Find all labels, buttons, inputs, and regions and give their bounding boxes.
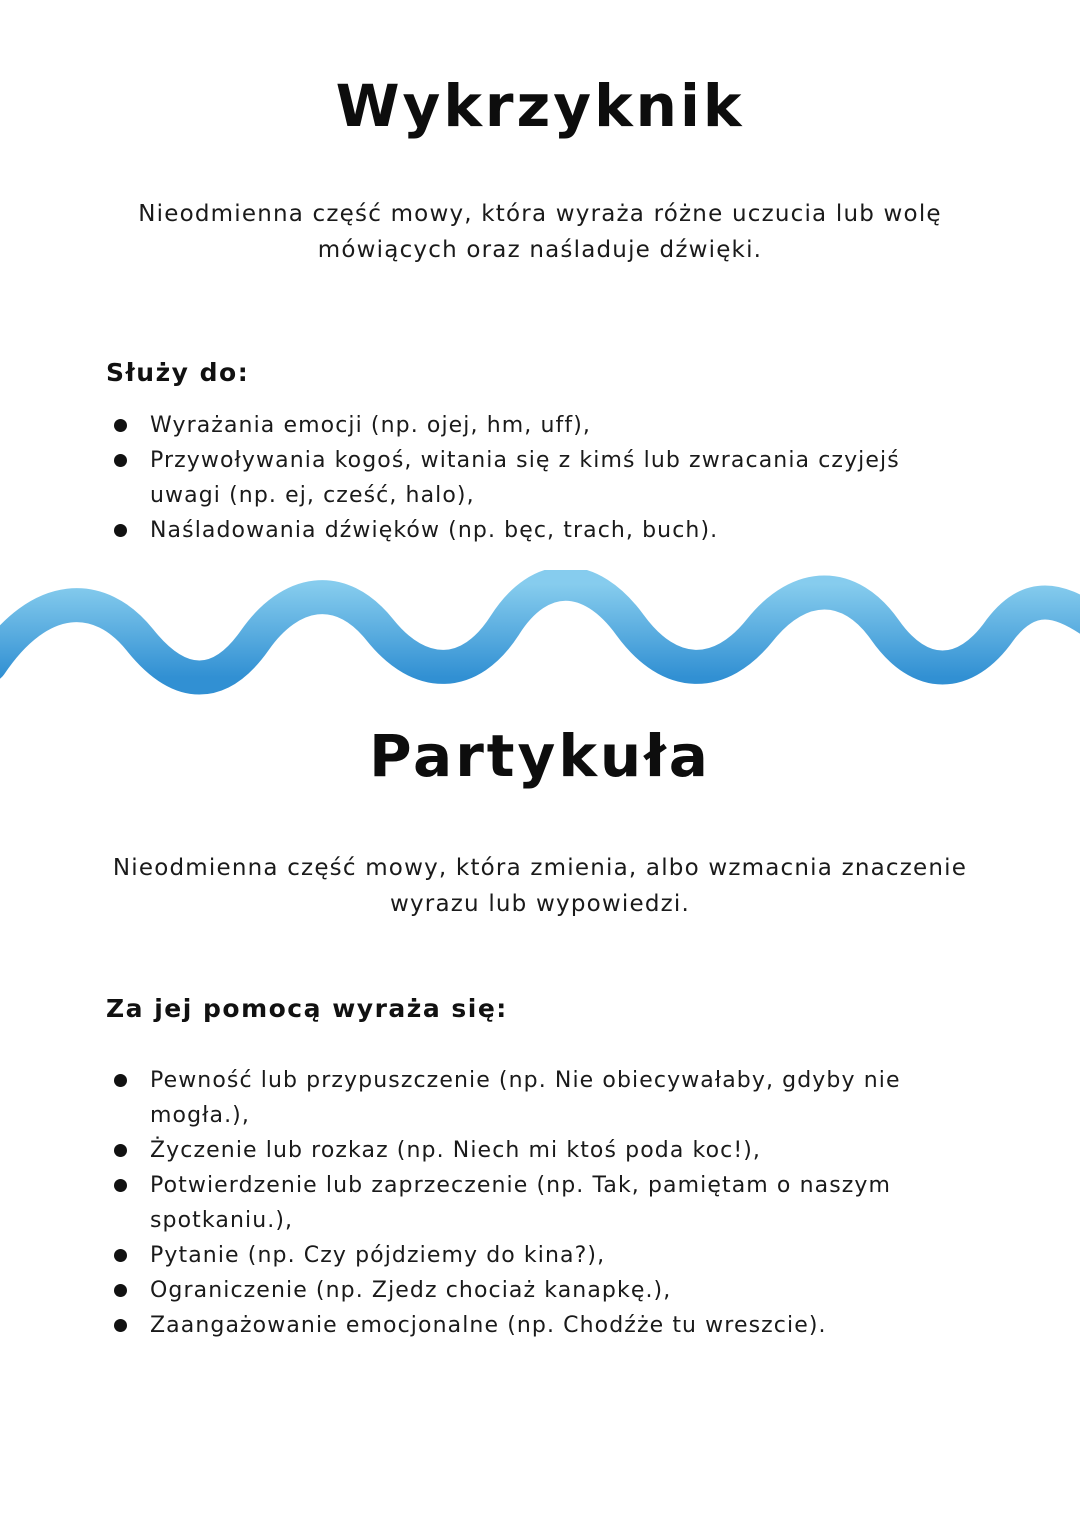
subheading-za-jej-pomoca: Za jej pomocą wyraża się: bbox=[106, 994, 508, 1023]
list-item-text: Przywoływania kogoś, witania się z kimś lub zwracania czyjejś uwagi (np. ej, cześć, halo), bbox=[150, 448, 900, 508]
definition-partykula: Nieodmienna część mowy, która zmienia, albo wzmacnia znaczenie wyrazu lub wypowiedzi. bbox=[112, 855, 968, 917]
list-item-text: Życzenie lub rozkaz (np. Niech mi ktoś poda koc!), bbox=[150, 1138, 762, 1163]
list-item-text: Pytanie (np. Czy pójdziemy do kina?), bbox=[150, 1243, 606, 1268]
list-item-text: Naśladowania dźwięków (np. bęc, trach, buch). bbox=[150, 518, 719, 543]
bullet-icon bbox=[114, 454, 127, 467]
list-item bbox=[112, 443, 942, 513]
list-item bbox=[112, 1168, 942, 1238]
list-item bbox=[112, 1133, 942, 1168]
list-item bbox=[112, 1308, 942, 1343]
list-item bbox=[112, 408, 942, 443]
bullet-icon bbox=[114, 1249, 127, 1262]
bullet-icon bbox=[114, 1319, 127, 1332]
bullet-icon bbox=[114, 1144, 127, 1157]
list-item-text: Pewność lub przypuszczenie (np. Nie obiecywałaby, gdyby nie mogła.), bbox=[150, 1068, 901, 1128]
title-wykrzyknik: Wykrzyknik bbox=[335, 72, 745, 140]
list-item bbox=[112, 513, 942, 548]
list-item bbox=[112, 1273, 942, 1308]
list-item-text: Potwierdzenie lub zaprzeczenie (np. Tak, pamiętam o naszym spotkaniu.), bbox=[150, 1173, 892, 1233]
list-item-text: Wyrażania emocji (np. ojej, hm, uff), bbox=[150, 413, 591, 438]
list-item bbox=[112, 1238, 942, 1273]
list-item-text: Zaangażowanie emocjonalne (np. Chodźże tu wreszcie). bbox=[150, 1313, 827, 1338]
uses-list bbox=[112, 408, 942, 548]
subheading-sluzy-do: Służy do: bbox=[106, 358, 250, 387]
expressions-list bbox=[112, 1063, 942, 1343]
list-item bbox=[112, 1063, 942, 1133]
bullet-icon bbox=[114, 1074, 127, 1087]
bullet-icon bbox=[114, 1284, 127, 1297]
list-item-text: Ograniczenie (np. Zjedz chociaż kanapkę.), bbox=[150, 1278, 672, 1303]
watercolor-wave-divider bbox=[0, 570, 1080, 700]
title-partykula: Partykuła bbox=[369, 722, 711, 790]
bullet-icon bbox=[114, 524, 127, 537]
definition-wykrzyknik: Nieodmienna część mowy, która wyraża różne uczucia lub wolę mówiących oraz naśladuje dźwięki. bbox=[138, 201, 942, 263]
bullet-icon bbox=[114, 1179, 127, 1192]
bullet-icon bbox=[114, 419, 127, 432]
